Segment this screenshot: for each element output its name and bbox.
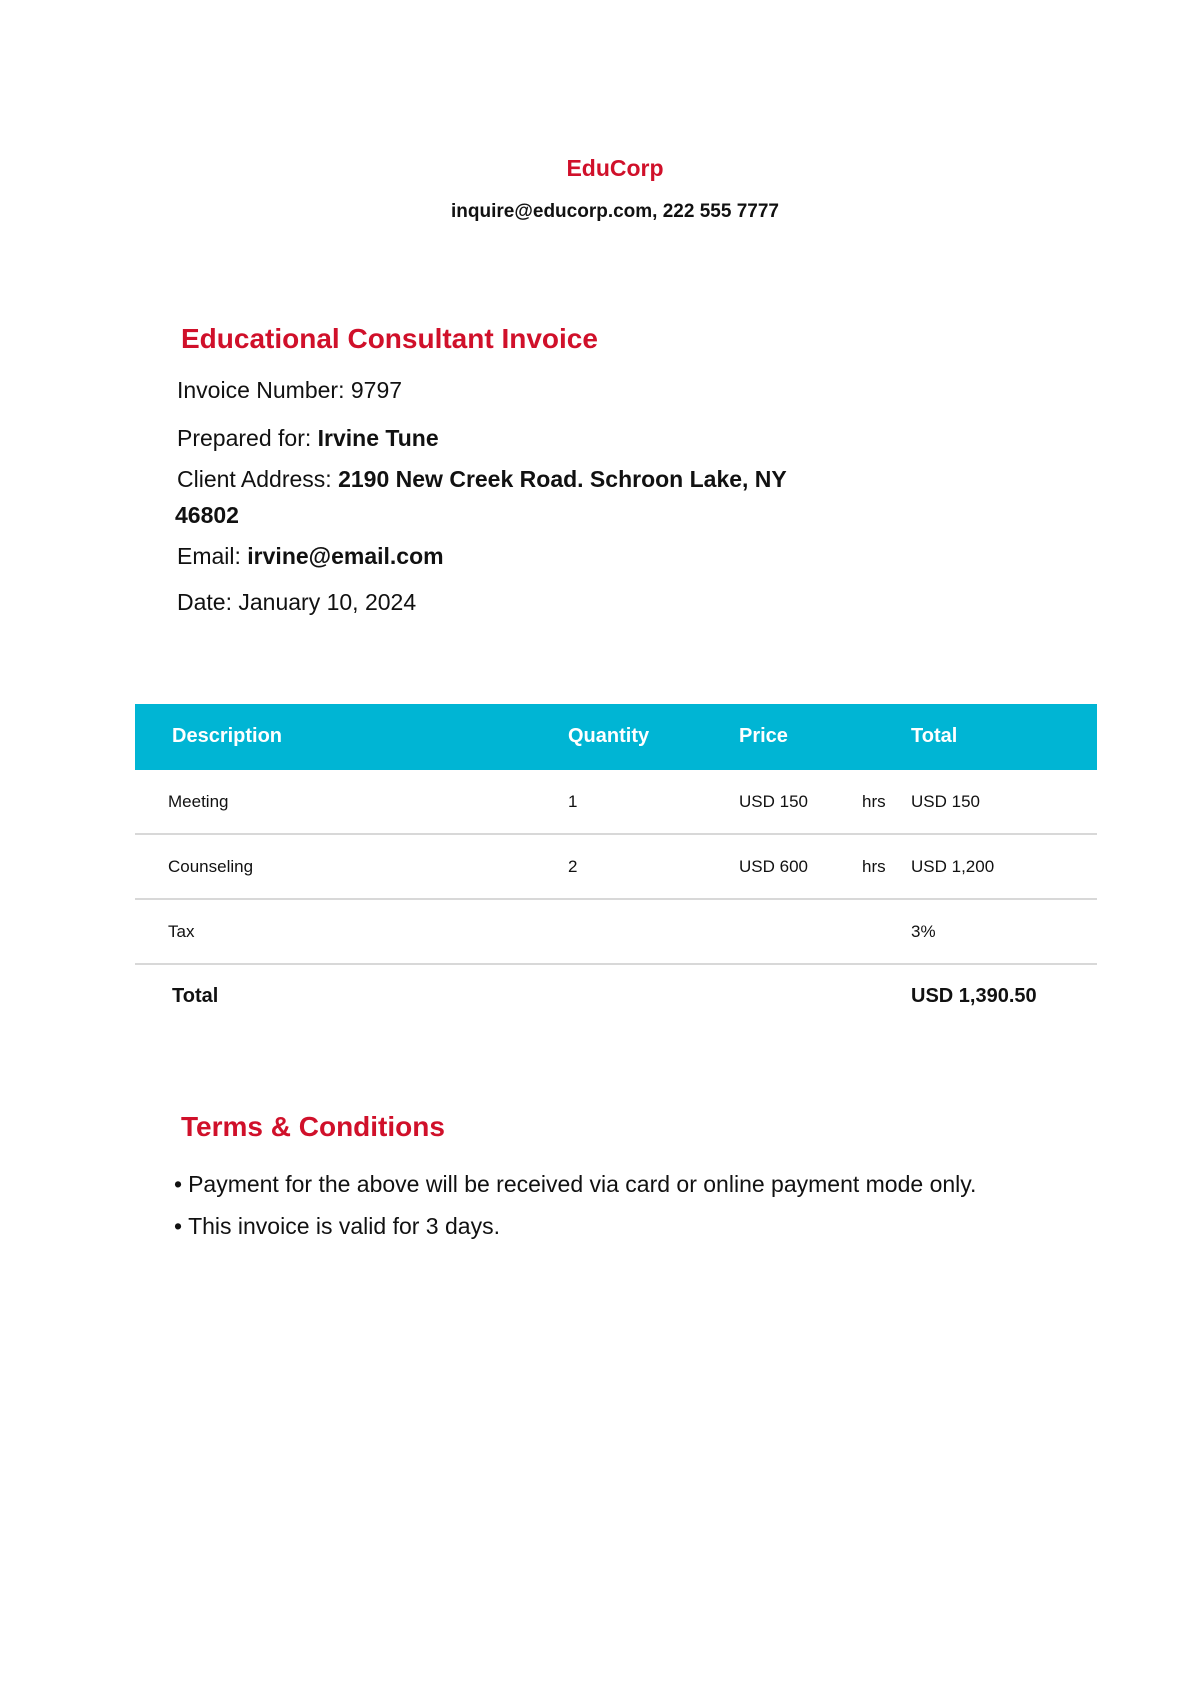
table-row (135, 900, 1097, 965)
email-field (177, 538, 444, 574)
table-row (135, 835, 1097, 900)
header-description: Description (172, 725, 283, 747)
company-name: EduCorp (566, 155, 664, 181)
date-label: Date: (177, 589, 239, 615)
header-price: Price (739, 725, 788, 747)
row-unit: hrs (862, 857, 886, 876)
row-description: Meeting (168, 792, 229, 811)
invoice-number-value: 9797 (350, 377, 403, 403)
invoice-title: Educational Consultant Invoice (181, 323, 598, 354)
date-value: January 10, 2024 (238, 589, 417, 615)
prepared-for-label: Prepared for: (177, 425, 318, 451)
row-unit: hrs (862, 792, 886, 811)
row-quantity: 2 (568, 857, 578, 876)
header-quantity: Quantity (568, 725, 650, 747)
row-description: Counseling (168, 857, 254, 876)
terms-item (174, 1166, 1054, 1202)
row-quantity: 1 (568, 792, 578, 811)
company-contact: inquire@educorp.com, 222 555 7777 (451, 201, 779, 222)
row-total: 3% (911, 922, 936, 941)
prepared-for-value: Irvine Tune (317, 425, 439, 451)
row-description: Tax (168, 922, 195, 941)
client-address-field (177, 461, 857, 533)
client-address-label: Client Address: (177, 466, 339, 492)
header-total: Total (911, 725, 958, 747)
invoice-number-label: Invoice Number: (177, 377, 351, 403)
email-label: Email: (177, 543, 248, 569)
row-total: USD 1,200 (911, 857, 995, 876)
client-address-line2: 46802 (175, 502, 239, 528)
bullet-icon: • (174, 1171, 183, 1197)
grand-total-label: Total (172, 985, 219, 1007)
date-field (177, 584, 416, 620)
invoice-number-field (177, 372, 402, 408)
row-price: USD 150 (739, 792, 808, 811)
terms-item-text: Payment for the above will be received via card or online payment mode only. (188, 1171, 977, 1197)
terms-list (174, 1166, 1054, 1250)
invoice-table (135, 704, 1097, 1027)
terms-item-text: This invoice is valid for 3 days. (188, 1213, 500, 1239)
row-total: USD 150 (911, 792, 980, 811)
terms-title: Terms & Conditions (181, 1111, 445, 1142)
grand-total-value: USD 1,390.50 (911, 985, 1037, 1007)
row-price: USD 600 (739, 857, 808, 876)
prepared-for-field (177, 420, 439, 456)
bullet-icon: • (174, 1213, 183, 1239)
grand-total-row (135, 965, 1097, 1027)
table-header (135, 704, 1097, 770)
terms-item (174, 1208, 1054, 1244)
email-value: irvine@email.com (247, 543, 444, 569)
client-address-line1: 2190 New Creek Road. Schroon Lake, NY (338, 466, 787, 492)
table-row (135, 770, 1097, 835)
